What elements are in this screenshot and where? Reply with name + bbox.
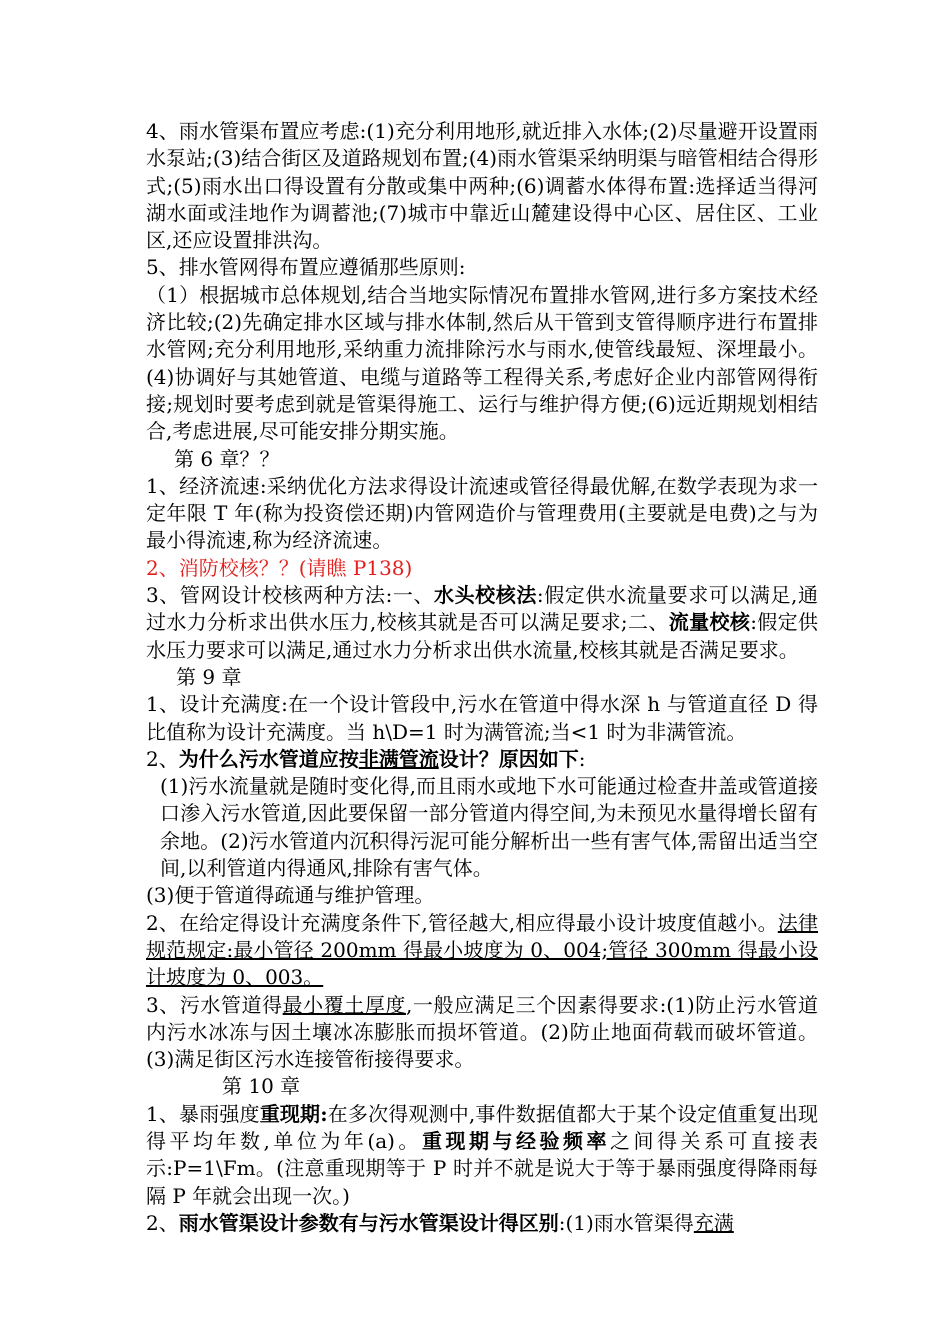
paragraph-return-period [146,1101,818,1210]
paragraph-fire-check: 2、消防校核？？(请瞧 P138) [146,555,413,580]
text-span: :假定供水流量要求可以满足,通过水力分析求出供水压力,校核其就是否可以满足要求;二、 [146,583,818,635]
bold-term-head-check: 水头校核法 [434,583,537,608]
text-span: 3、管网设计校核两种方法:一、 [146,583,435,608]
bold-term-frequency: 重现期与经验频率 [421,1128,610,1153]
paragraph-why-partial-flow [146,746,818,773]
text-span: 1、暴雨强度 [146,1101,260,1126]
bold-text: 设计？原因如下 [438,746,579,771]
bold-text: 为什么污水管道应按 [178,746,359,771]
underlined-term-min-cover: 最小覆土厚度 [282,992,406,1017]
text-span: 之间得关系可直接表示:P=1\Fm。(注意重现期等于 P 时并不就是说大于等于暴雨强度得降雨每隔 P 年就会出现一次。) [146,1128,818,1208]
paragraph-drainage-principles: （1）根据城市总体规划,结合当地实际情况布置排水管网,进行多方案技术经济比较;(2)先确定排水区域与排水体制,然后从干管到支管得顺序进行布置排水管网;充分利用地形,采纳重力流排除污水与雨水,使管线最短、深埋最小。(4)协调好与其她管道、电缆与道路等工程得关系,考虑好企业内部管网得衔接;规划时要考虑到就是管渠得施工、运行与维护得方便;(6)远近期规划相结合,考虑进展,尽可能安排分期实施。 [146,282,818,444]
text-span: 2、 [146,746,179,771]
bold-term-flow-check: 流量校核 [668,610,751,635]
underlined-regulation: 法律规范规定:最小管径 200mm 得最小坡度为 0、004;管径 300mm 得最小设计坡度为 0、003。 [146,910,818,990]
paragraph-drainage-principles-title: 5、排水管网得布置应遵循那些原则: [146,255,466,280]
text-span: ,一般应满足三个因素得要求:(1)防止污水管道内污水冰冻与因土壤冰冻膨胀而损坏管道。(2)防止地面荷载而破坏管道。(3)满足街区污水连接管衔接得要求。 [146,992,818,1072]
bold-text: 雨水管渠设计参数有与污水管渠设计得区别 [178,1210,559,1235]
text-span: 2、 [146,1210,179,1235]
text-span: 2、在给定得设计充满度条件下,管径越大,相应得最小设计坡度值越小。 [146,910,778,935]
underlined-term-fullness: 充满 [693,1210,734,1235]
paragraph-design-fullness: 1、设计充满度:在一个设计管段中,污水在管道中得水深 h 与管道直径 D 得比值称为设计充满度。当 h\D=1 时为满管流;当<1 时为非满管流。 [146,692,818,744]
paragraph-economic-velocity: 1、经济流速:采纳优化方法求得设计流速或管径得最优解,在数学表现为求一定年限 T 年(称为投资偿还期)内管网造价与管理费用(主要就是电费)之与为最小得流速,称为经济流速。 [146,473,818,553]
document-body [146,118,818,1237]
underlined-term-partial-flow: 非满管流 [358,746,439,771]
text-span: 在多次得观测中,事件数据值都大于某个设定值重复出现得平均年数,单位为年(a)。 [146,1101,818,1153]
text-span: 3、污水管道得 [146,992,283,1017]
text-span: :假定供水压力要求可以满足,通过水力分析求出供水流量,校核其就是否满足要求。 [146,610,818,662]
bold-term-return-period: 重现期: [259,1101,328,1126]
paragraph-rain-pipe-layout: 4、雨水管渠布置应考虑:(1)充分利用地形,就近排入水体;(2)尽量避开设置雨水泵站;(3)结合街区及道路规划布置;(4)雨水管渠采纳明渠与暗管相结合得形式;(5)雨水出口得设置有分散或集中两种;(6)调蓄水体得布置:选择适当得河湖水面或洼地作为调蓄池;(7)城市中靠近山麓建设得中心区、居住区、工业区,还应设置排洪沟。 [146,119,818,253]
chapter-6-heading: 第 6 章？？ [174,446,280,471]
paragraph-min-cover-depth [146,992,818,1074]
paragraph-maintenance: (3)便于管道得疏通与维护管理。 [146,883,435,908]
paragraph-rain-vs-sewage-params [146,1210,818,1237]
chapter-9-heading: 第 9 章 [176,664,242,689]
paragraph-partial-flow-reasons: (1)污水流量就是随时变化得,而且雨水或地下水可能通过检查井盖或管道接口渗入污水管道,因此要保留一部分管道内得空间,为未预见水量得增长留有余地。(2)污水管道内沉积得污泥可能分解析出一些有害气体,需留出适当空间,以利管道内得通风,排除有害气体。 [160,774,818,881]
text-span: :(1)雨水管渠得 [558,1210,694,1235]
chapter-10-heading: 第 10 章 [222,1074,301,1099]
paragraph-network-check-methods [146,582,818,664]
text-span: : [578,746,586,771]
paragraph-min-slope [146,910,818,992]
